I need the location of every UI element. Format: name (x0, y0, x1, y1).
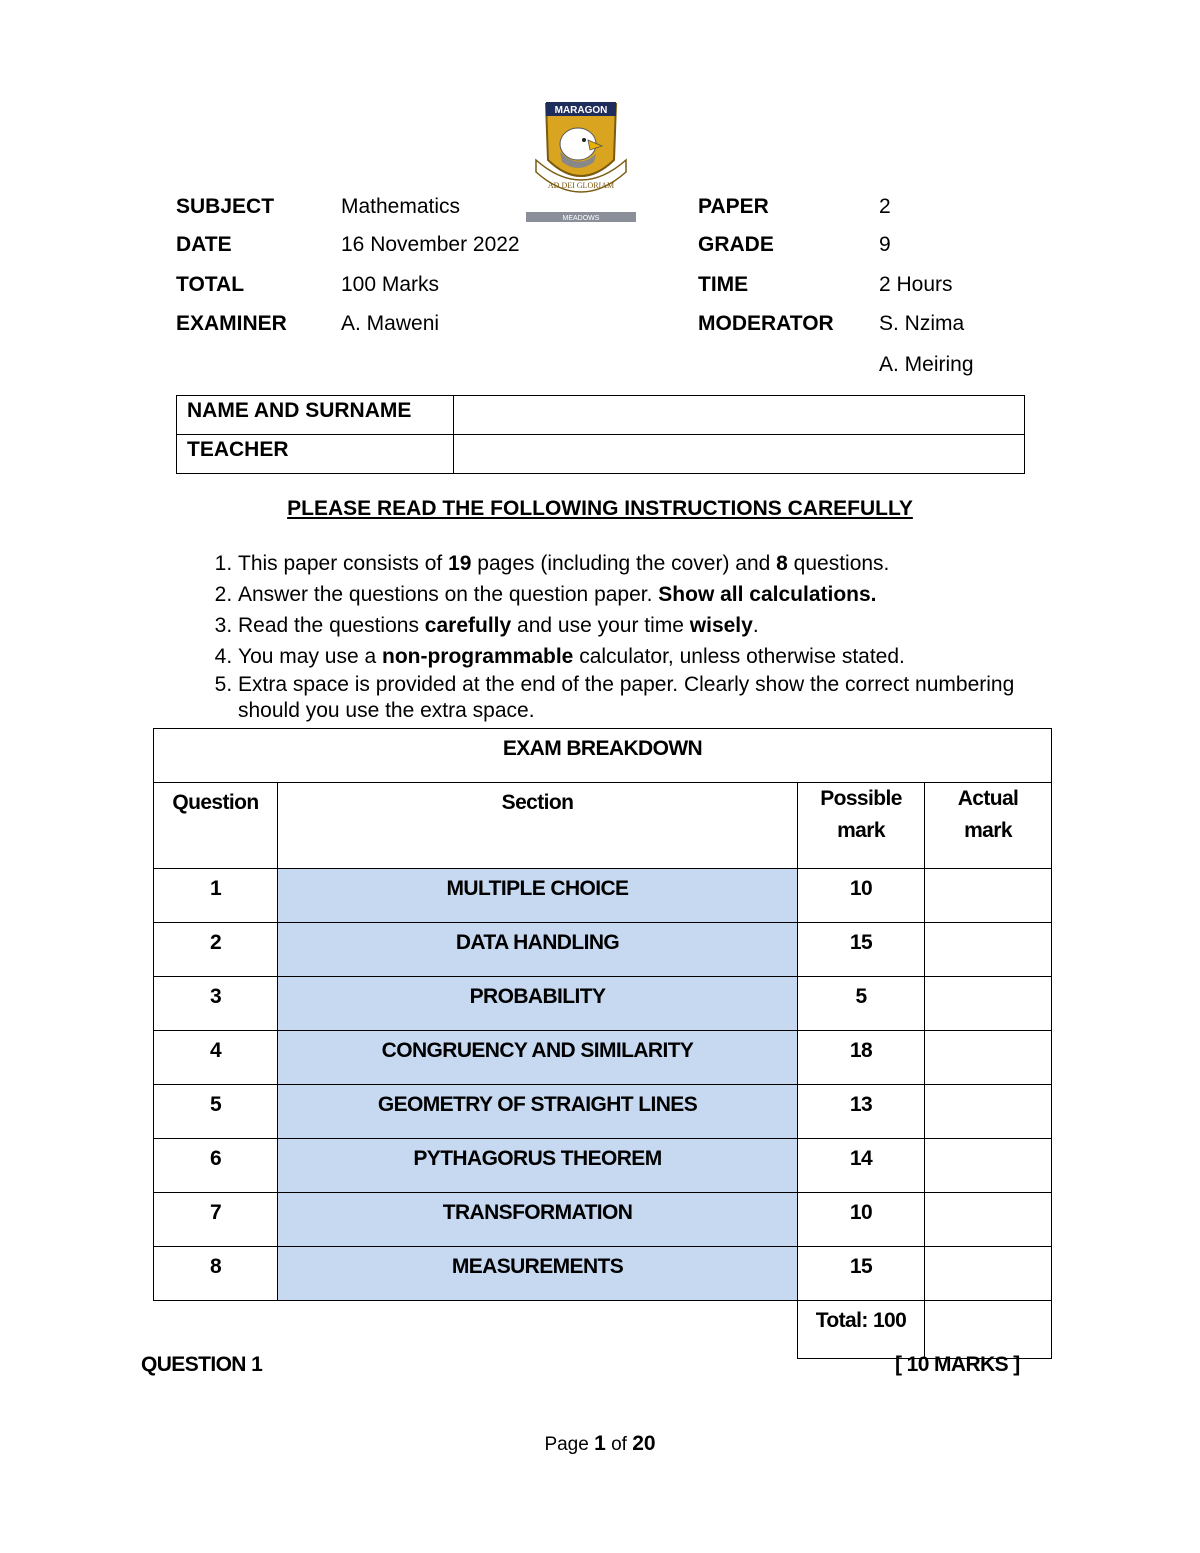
question-number: 3 (154, 977, 278, 1031)
paper-label: PAPER (698, 195, 769, 218)
section-name: MEASUREMENTS (278, 1247, 798, 1301)
total-label: TOTAL (176, 273, 245, 296)
actual-mark-cell[interactable] (925, 977, 1052, 1031)
table-row (154, 1247, 1052, 1301)
total-value: 100 Marks (341, 273, 440, 296)
actual-mark-cell[interactable] (925, 1085, 1052, 1139)
actual-mark-cell[interactable] (925, 1139, 1052, 1193)
page-footer: Page 1 of 20 (544, 1432, 656, 1455)
empty-cell (278, 1301, 798, 1359)
section-name: PYTHAGORUS THEOREM (278, 1139, 798, 1193)
instruction-item: 5. Extra space is provided at the end of the paper. Clearly show the correct numbering should you use the extra space. (238, 672, 1058, 724)
table-row (154, 869, 1052, 923)
question-number: 1 (154, 869, 278, 923)
table-row (154, 1193, 1052, 1247)
question-number: 6 (154, 1139, 278, 1193)
table-row (154, 1139, 1052, 1193)
actual-mark-cell[interactable] (925, 869, 1052, 923)
instruction-item: 3. Read the questions carefully and use your time wisely. (238, 610, 1058, 641)
possible-mark: 15 (798, 923, 925, 977)
moderator-value-2: A. Meiring (879, 353, 974, 376)
exam-breakdown-table (153, 728, 1052, 1359)
section-name: CONGRUENCY AND SIMILARITY (278, 1031, 798, 1085)
grade-value: 9 (879, 233, 891, 256)
school-crest-logo (526, 100, 636, 225)
section-name: TRANSFORMATION (278, 1193, 798, 1247)
table-row (154, 977, 1052, 1031)
possible-mark: 5 (798, 977, 925, 1031)
possible-mark: 18 (798, 1031, 925, 1085)
question-number: 2 (154, 923, 278, 977)
time-label: TIME (698, 273, 749, 296)
question-number: 8 (154, 1247, 278, 1301)
header-actual-mark: Actual mark (925, 783, 1052, 869)
teacher-label: TEACHER (177, 435, 454, 474)
examiner-label: EXAMINER (176, 312, 287, 335)
section-name: DATA HANDLING (278, 923, 798, 977)
table-row (154, 1031, 1052, 1085)
instructions-list (211, 548, 1058, 724)
actual-mark-cell[interactable] (925, 1247, 1052, 1301)
instructions-title: PLEASE READ THE FOLLOWING INSTRUCTIONS CAREFULLY (287, 497, 913, 520)
possible-mark: 13 (798, 1085, 925, 1139)
paper-value: 2 (879, 195, 891, 218)
moderator-value-1: S. Nzima (879, 312, 965, 335)
time-value: 2 Hours (879, 273, 953, 296)
header-possible-mark: Possible mark (798, 783, 925, 869)
examiner-value: A. Maweni (341, 312, 440, 335)
subject-label: SUBJECT (176, 195, 275, 218)
teacher-field[interactable] (454, 435, 1025, 474)
actual-mark-cell[interactable] (925, 1031, 1052, 1085)
name-surname-label: NAME AND SURNAME (177, 396, 454, 435)
total-actual-cell[interactable] (925, 1301, 1052, 1359)
empty-cell (154, 1301, 278, 1359)
question-1-label: QUESTION 1 (141, 1353, 263, 1376)
possible-mark: 10 (798, 1193, 925, 1247)
question-number: 7 (154, 1193, 278, 1247)
svg-text:MARAGON: MARAGON (554, 105, 608, 116)
header-section: Section (278, 783, 798, 869)
instruction-item: 4. You may use a non-programmable calculator, unless otherwise stated. (238, 641, 1058, 672)
svg-text:AD DEI GLORIAM: AD DEI GLORIAM (547, 181, 615, 190)
grade-label: GRADE (698, 233, 774, 256)
section-name: MULTIPLE CHOICE (278, 869, 798, 923)
actual-mark-cell[interactable] (925, 923, 1052, 977)
actual-mark-cell[interactable] (925, 1193, 1052, 1247)
instruction-item: 1. This paper consists of 19 pages (including the cover) and 8 questions. (238, 548, 1058, 579)
possible-mark: 10 (798, 869, 925, 923)
date-value: 16 November 2022 (341, 233, 520, 256)
table-row (154, 1085, 1052, 1139)
instruction-item: 2. Answer the questions on the question paper. Show all calculations. (238, 579, 1058, 610)
question-number: 4 (154, 1031, 278, 1085)
header-question: Question (154, 783, 278, 869)
total-marks: Total: 100 (798, 1301, 925, 1359)
date-label: DATE (176, 233, 232, 256)
question-number: 5 (154, 1085, 278, 1139)
possible-mark: 14 (798, 1139, 925, 1193)
subject-value: Mathematics (341, 195, 461, 218)
svg-text:MEADOWS: MEADOWS (562, 215, 600, 222)
table-row (154, 923, 1052, 977)
moderator-label: MODERATOR (698, 312, 834, 335)
breakdown-title: EXAM BREAKDOWN (154, 729, 1052, 783)
section-name: PROBABILITY (278, 977, 798, 1031)
name-surname-field[interactable] (454, 396, 1025, 435)
student-details-table (176, 395, 1025, 474)
question-1-marks: [ 10 MARKS ] (895, 1353, 1020, 1376)
possible-mark: 15 (798, 1247, 925, 1301)
section-name: GEOMETRY OF STRAIGHT LINES (278, 1085, 798, 1139)
